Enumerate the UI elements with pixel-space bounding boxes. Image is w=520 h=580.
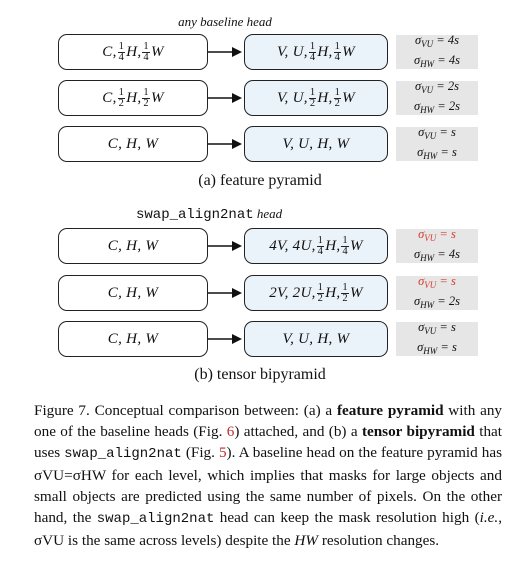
sigma-vu-label (418, 124, 456, 144)
fraction-denominator: 4 (334, 51, 341, 63)
fraction-denominator: 4 (118, 51, 125, 63)
fraction-denominator: 2 (334, 97, 341, 109)
tb-sigma-box-3 (396, 322, 478, 356)
fraction-denominator: 2 (143, 97, 149, 109)
fraction-denominator: 2 (118, 97, 125, 109)
swap-align2nat-code: swap_align2nat (136, 207, 254, 223)
fraction (118, 42, 126, 63)
sigma-symbol: σ (414, 294, 421, 308)
caption-text: Figure 7. Conceptual comparison between: (a) a (34, 402, 337, 419)
fraction-denominator: 2 (317, 292, 324, 304)
tb-input-box-1 (58, 228, 208, 264)
tb-sigma-box-2 (396, 276, 478, 310)
fp-input-box-1 (58, 34, 208, 70)
caption-italic: HW (294, 532, 319, 549)
sigma-symbol: σ (418, 320, 425, 334)
sigma-vu-label (415, 32, 459, 52)
caption-text: (Fig. (181, 444, 219, 461)
fp-input-box-2 (58, 80, 208, 116)
sigma-value: = 4s (433, 33, 459, 47)
tb-sigma-box-1 (396, 229, 478, 263)
expr-part: H, (317, 43, 333, 60)
sigma-symbol: σ (418, 227, 425, 241)
fraction-numerator: 1 (143, 86, 149, 98)
caption-code: swap_align2nat (64, 446, 182, 462)
sigma-vu-label (418, 319, 456, 339)
fraction (118, 88, 126, 109)
sigma-symbol: σ (417, 145, 424, 159)
sigma-value: = s (436, 274, 456, 288)
figure-caption (34, 400, 502, 551)
box-expression (269, 283, 363, 304)
caption-bold-tensor-bipyramid: tensor bipyramid (361, 423, 475, 440)
fig-ref-6[interactable]: 6 (226, 423, 235, 440)
sigma-value: = 4s (434, 53, 460, 67)
sigma-value: = s (437, 340, 457, 354)
box-expression: C, H, W (107, 330, 159, 347)
fraction (142, 42, 150, 63)
sigma-value: = s (436, 227, 456, 241)
caption-text: , σVU is the same across levels) despite the (34, 509, 503, 549)
expr-part: W (342, 43, 355, 60)
expr-part: H, (126, 43, 142, 60)
expr-part: C, (102, 43, 117, 60)
expr-part: H, (325, 284, 341, 301)
fraction (317, 236, 325, 257)
fraction-numerator: 1 (309, 86, 316, 98)
fraction (309, 42, 317, 63)
expr-part: H, (317, 89, 333, 106)
fraction-numerator: 1 (143, 40, 149, 52)
expr-part: C, (102, 89, 117, 106)
sigma-symbol: σ (415, 79, 422, 93)
box-expression (269, 236, 363, 257)
sigma-subscript: HW (420, 105, 435, 115)
fraction-numerator: 1 (118, 40, 125, 52)
sigma-vu-label (415, 78, 459, 98)
sigma-hw-label (414, 246, 460, 266)
sigma-value: = s (437, 145, 457, 159)
sigma-symbol: σ (415, 33, 422, 47)
sigma-hw-label (414, 52, 460, 72)
tb-arrow-3 (208, 332, 244, 346)
fp-input-box-3 (58, 126, 208, 162)
fraction-denominator: 4 (317, 245, 324, 257)
sigma-value: = 4s (434, 247, 460, 261)
caption-text: ). A baseline head on the feature pyramid has σVU=σHW for each level, which implies that masks for large objects and small objects are predicted using the same number of pixels. On the other hand, the (34, 444, 502, 526)
fraction (341, 236, 349, 257)
caption-code: swap_align2nat (96, 511, 215, 527)
box-expression: C, H, W (107, 284, 159, 301)
sigma-subscript: VU (424, 326, 437, 336)
fraction-numerator: 1 (317, 234, 324, 246)
box-expression: V, U, H, W (282, 330, 350, 347)
expr-part: V, U, (277, 89, 308, 106)
fraction-numerator: 1 (309, 40, 316, 52)
caption-bold-feature-pyramid: feature pyramid (336, 402, 444, 419)
bottom-head-label (136, 206, 316, 223)
fraction (142, 88, 150, 109)
box-expression: C, H, W (107, 237, 159, 254)
sigma-subscript: HW (420, 253, 435, 263)
fraction-denominator: 4 (342, 245, 348, 257)
caption-text: resolution changes. (318, 532, 440, 549)
sigma-value: = 2s (434, 99, 460, 113)
top-head-label: any baseline head (178, 14, 272, 29)
caption-text: head can keep the mask resolution high ( (214, 509, 480, 526)
caption-text: ) attached, and (b) a (234, 423, 362, 440)
subcaption-a: (a) feature pyramid (198, 172, 322, 189)
head-word: head (256, 206, 283, 221)
tb-input-box-3 (58, 321, 208, 357)
sigma-subscript: HW (420, 300, 435, 310)
sigma-symbol: σ (414, 247, 421, 261)
expr-part: V, U, (277, 43, 308, 60)
sigma-symbol: σ (414, 99, 421, 113)
fp-output-box-1 (244, 34, 388, 70)
sigma-value: = 2s (434, 294, 460, 308)
sigma-subscript: VU (421, 39, 434, 49)
expr-part: W (150, 43, 164, 60)
fp-output-box-2 (244, 80, 388, 116)
fp-output-box-3 (244, 126, 388, 162)
box-expression (102, 88, 163, 109)
fraction (334, 42, 342, 63)
sigma-vu-label (418, 226, 456, 246)
sigma-value: = 2s (433, 79, 459, 93)
sigma-symbol: σ (417, 340, 424, 354)
caption-text: that uses (34, 423, 503, 461)
fraction-numerator: 1 (334, 40, 341, 52)
sigma-hw-label (417, 339, 457, 359)
fp-sigma-box-3 (396, 127, 478, 161)
sigma-hw-label (414, 293, 460, 313)
fraction-numerator: 1 (118, 86, 125, 98)
sigma-subscript: VU (421, 85, 434, 95)
tb-output-box-2 (244, 275, 388, 311)
expr-part: 4V, 4U, (269, 237, 316, 254)
box-expression (277, 88, 355, 109)
fp-arrow-1 (208, 45, 244, 59)
sigma-subscript: VU (424, 233, 437, 243)
fraction-numerator: 1 (342, 234, 348, 246)
sigma-vu-label (418, 273, 456, 293)
expr-part: H, (325, 237, 341, 254)
sigma-subscript: HW (420, 59, 435, 69)
fraction-denominator: 2 (342, 292, 348, 304)
fraction (309, 88, 317, 109)
fp-arrow-2 (208, 91, 244, 105)
box-expression (102, 42, 163, 63)
sigma-value: = s (436, 125, 456, 139)
tb-input-box-2 (58, 275, 208, 311)
sigma-symbol: σ (418, 274, 425, 288)
sigma-hw-label (414, 98, 460, 118)
box-expression (277, 42, 355, 63)
sigma-subscript: HW (423, 346, 438, 356)
caption-italic: i.e. (479, 509, 499, 526)
fraction-denominator: 4 (143, 51, 149, 63)
tb-output-box-1 (244, 228, 388, 264)
expr-part: W (349, 237, 363, 254)
box-expression: C, H, W (107, 135, 159, 152)
sigma-hw-label (417, 144, 457, 164)
sigma-symbol: σ (418, 125, 425, 139)
expr-part: H, (126, 89, 142, 106)
fp-arrow-3 (208, 137, 244, 151)
fig-ref-5[interactable]: 5 (218, 444, 227, 461)
sigma-subscript: VU (424, 131, 437, 141)
tb-output-box-3 (244, 321, 388, 357)
expr-part: 2V, 2U, (269, 284, 316, 301)
expr-part: W (349, 284, 363, 301)
sigma-value: = s (436, 320, 456, 334)
tb-arrow-1 (208, 239, 244, 253)
sigma-subscript: VU (424, 280, 437, 290)
expr-part: W (342, 89, 355, 106)
expr-part: W (150, 89, 164, 106)
fraction (334, 88, 342, 109)
fraction-numerator: 1 (317, 281, 324, 293)
fraction-numerator: 1 (334, 86, 341, 98)
sigma-subscript: HW (423, 151, 438, 161)
fp-sigma-box-2 (396, 81, 478, 115)
fraction-denominator: 2 (309, 97, 316, 109)
fraction-numerator: 1 (342, 281, 348, 293)
subcaption-b: (b) tensor bipyramid (194, 366, 326, 383)
tb-arrow-2 (208, 286, 244, 300)
fraction-denominator: 4 (309, 51, 316, 63)
sigma-symbol: σ (414, 53, 421, 67)
caption-text: with any one of the baseline heads (Fig. (34, 402, 503, 440)
fraction (341, 283, 349, 304)
fp-sigma-box-1 (396, 35, 478, 69)
fraction (317, 283, 325, 304)
box-expression: V, U, H, W (282, 135, 350, 152)
